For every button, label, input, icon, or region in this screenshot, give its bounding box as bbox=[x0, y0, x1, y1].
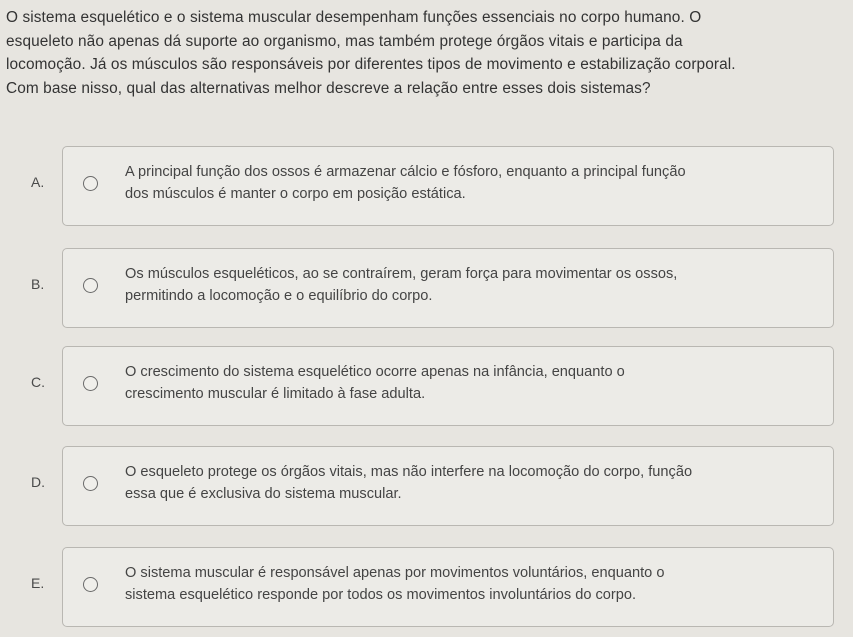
radio-button-icon[interactable] bbox=[83, 278, 98, 293]
option-text-line: O sistema muscular é responsável apenas por movimentos voluntários, enquanto o bbox=[125, 565, 665, 581]
option-c[interactable] bbox=[0, 346, 853, 430]
question-text bbox=[6, 6, 851, 100]
option-b[interactable] bbox=[0, 248, 853, 332]
option-text-line: A principal função dos ossos é armazenar cálcio e fósforo, enquanto a principal função bbox=[125, 164, 686, 180]
option-text bbox=[125, 263, 825, 307]
radio-button-icon[interactable] bbox=[83, 577, 98, 592]
option-text-line: O crescimento do sistema esquelético ocorre apenas na infância, enquanto o bbox=[125, 364, 625, 380]
option-letter: A. bbox=[31, 174, 45, 190]
option-letter: D. bbox=[31, 474, 45, 490]
option-text bbox=[125, 161, 825, 205]
option-text-line: dos músculos é manter o corpo em posição estática. bbox=[125, 186, 466, 202]
question-line: esqueleto não apenas dá suporte ao organismo, mas também protege órgãos vitais e participa da bbox=[6, 32, 683, 50]
radio-button-icon[interactable] bbox=[83, 476, 98, 491]
option-text-line: Os músculos esqueléticos, ao se contraírem, geram força para movimentar os ossos, bbox=[125, 266, 678, 282]
radio-button-icon[interactable] bbox=[83, 376, 98, 391]
option-a[interactable] bbox=[0, 146, 853, 230]
radio-button-icon[interactable] bbox=[83, 176, 98, 191]
option-d[interactable] bbox=[0, 446, 853, 530]
option-text-line: permitindo a locomoção e o equilíbrio do corpo. bbox=[125, 288, 433, 304]
option-text-line: sistema esquelético responde por todos os movimentos involuntários do corpo. bbox=[125, 587, 637, 603]
question-line: O sistema esquelético e o sistema muscular desempenham funções essenciais no corpo humano. O bbox=[6, 9, 702, 26]
option-text-line: crescimento muscular é limitado à fase adulta. bbox=[125, 386, 426, 402]
option-letter: E. bbox=[31, 575, 45, 591]
option-text bbox=[125, 562, 825, 606]
option-letter: C. bbox=[31, 374, 45, 390]
option-text-line: O esqueleto protege os órgãos vitais, mas não interfere na locomoção do corpo, função bbox=[125, 464, 693, 480]
option-letter: B. bbox=[31, 276, 45, 292]
option-text bbox=[125, 461, 825, 505]
question-line: locomoção. Já os músculos são responsáveis por diferentes tipos de movimento e estabilização corporal. bbox=[6, 56, 736, 73]
option-text-line: essa que é exclusiva do sistema muscular. bbox=[125, 486, 402, 502]
option-text bbox=[125, 361, 825, 405]
option-e[interactable] bbox=[0, 547, 853, 631]
question-line: Com base nisso, qual das alternativas melhor descreve a relação entre esses dois sistemas? bbox=[6, 79, 651, 97]
